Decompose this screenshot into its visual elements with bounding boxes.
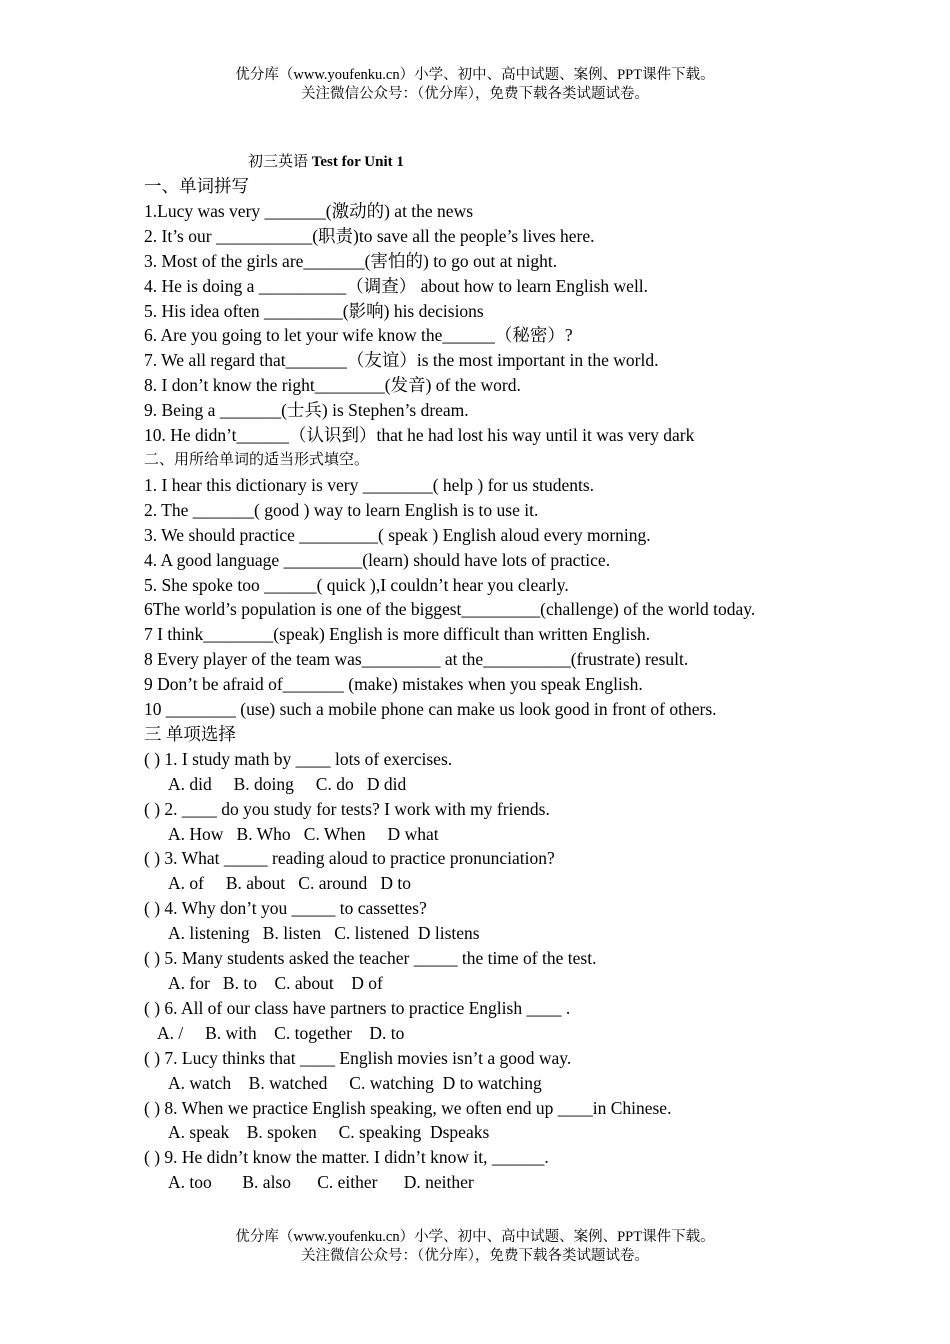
s1-item: 7. We all regard that_______（友谊）is the most important in the world.: [144, 350, 659, 371]
s2-item: 7 I think________(speak) English is more difficult than written English.: [144, 624, 651, 645]
s1-item: 9. Being a _______(士兵) is Stephen’s dream.: [144, 400, 469, 421]
s2-item: 4. A good language _________(learn) should have lots of practice.: [144, 549, 611, 570]
s1-item: 10. He didn’t______（认识到）that he had lost his way until it was very dark: [144, 425, 695, 446]
s1-item: 6. Are you going to let your wife know the______（秘密）?: [144, 325, 573, 346]
mc-question: ( ) 5. Many students asked the teacher _____ the time of the test.: [144, 948, 597, 969]
worksheet-body: [144, 150, 806, 1195]
mc-options: A. of B. about C. around D to: [168, 873, 412, 894]
mc-question: ( ) 4. Why don’t you _____ to cassettes?: [144, 898, 427, 919]
mc-question: ( ) 9. He didn’t know the matter. I didn’t know it, ______.: [144, 1147, 549, 1168]
s2-item-6: 6The world’s population is one of the biggest_________(challenge) of the world today.: [144, 599, 756, 620]
mc-question: ( ) 6. All of our class have partners to practice English ____ .: [144, 997, 571, 1018]
s2-item: 2. The _______( good ) way to learn English is to use it.: [144, 499, 539, 520]
s1-item: 8. I don’t know the right________(发音) of the word.: [144, 375, 521, 396]
s2-item: 9 Don’t be afraid of_______ (make) mistakes when you speak English.: [144, 674, 643, 695]
footer-line-1: 优分库（www.youfenku.cn）小学、初中、高中试题、案例、PPT课件下载。: [235, 1229, 715, 1245]
mc-options: A. watch B. watched C. watching D to watching: [168, 1072, 542, 1093]
s1-item: 5. His idea often _________(影响) his decisions: [144, 300, 484, 321]
s2-item: 8 Every player of the team was_________ at the__________(frustrate) result.: [144, 649, 689, 670]
mc-options: A. did B. doing C. do D did: [168, 773, 407, 794]
s1-item: 2. It’s our ___________(职责)to save all the people’s lives here.: [144, 225, 595, 246]
footer-line-2: 关注微信公众号：（优分库），免费下载各类试题试卷。: [301, 1248, 649, 1264]
mc-options: A. listening B. listen C. listened D listens: [168, 923, 480, 944]
s2-item: 5. She spoke too ______( quick ),I couldn’t hear you clearly.: [144, 574, 569, 595]
s2-item: 3. We should practice _________( speak ) English aloud every morning.: [144, 524, 651, 545]
mc-question: ( ) 7. Lucy thinks that ____ English movies isn’t a good way.: [144, 1047, 572, 1068]
mc-question: ( ) 2. ____ do you study for tests? I work with my friends.: [144, 798, 550, 819]
s2-item: 10 ________ (use) such a mobile phone can make us look good in front of others.: [144, 699, 717, 720]
page-title: [144, 150, 806, 174]
section-2-heading: 二、用所给单词的适当形式填空。: [144, 451, 370, 468]
mc-options: A. for B. to C. about D of: [168, 973, 383, 993]
page-header: [0, 66, 950, 104]
section-3-heading: 三 单项选择: [144, 723, 236, 744]
page-footer: [0, 1228, 950, 1266]
mc-options: A. / B. with C. together D. to: [157, 1022, 405, 1043]
mc-question: ( ) 8. When we practice English speaking, we often end up ____in Chinese.: [144, 1097, 672, 1118]
s1-item: 4. He is doing a __________（调查） about how to learn English well.: [144, 275, 649, 296]
title-prefix: 初三英语: [248, 154, 312, 170]
mc-options: A. too B. also C. either D. neither: [168, 1172, 474, 1193]
header-line-1: 优分库（www.youfenku.cn）小学、初中、高中试题、案例、PPT课件下载。: [235, 67, 715, 83]
s1-item: 3. Most of the girls are_______(害怕的) to go out at night.: [144, 250, 558, 271]
mc-options: A. How B. Who C. When D what: [168, 823, 439, 844]
mc-options: A. speak B. spoken C. speaking Dspeaks: [168, 1122, 490, 1143]
mc-question: ( ) 1. I study math by ____ lots of exercises.: [144, 748, 453, 769]
mc-question: ( ) 3. What _____ reading aloud to practice pronunciation?: [144, 848, 555, 869]
s2-item: 1. I hear this dictionary is very ________( help ) for us students.: [144, 474, 595, 495]
section-1-heading: 一、单词拼写: [144, 176, 249, 196]
s1-item: 1.Lucy was very _______(激动的) at the news: [144, 200, 474, 221]
header-line-2: 关注微信公众号：（优分库），免费下载各类试题试卷。: [301, 86, 649, 102]
title-bold: Test for Unit 1: [311, 154, 404, 170]
